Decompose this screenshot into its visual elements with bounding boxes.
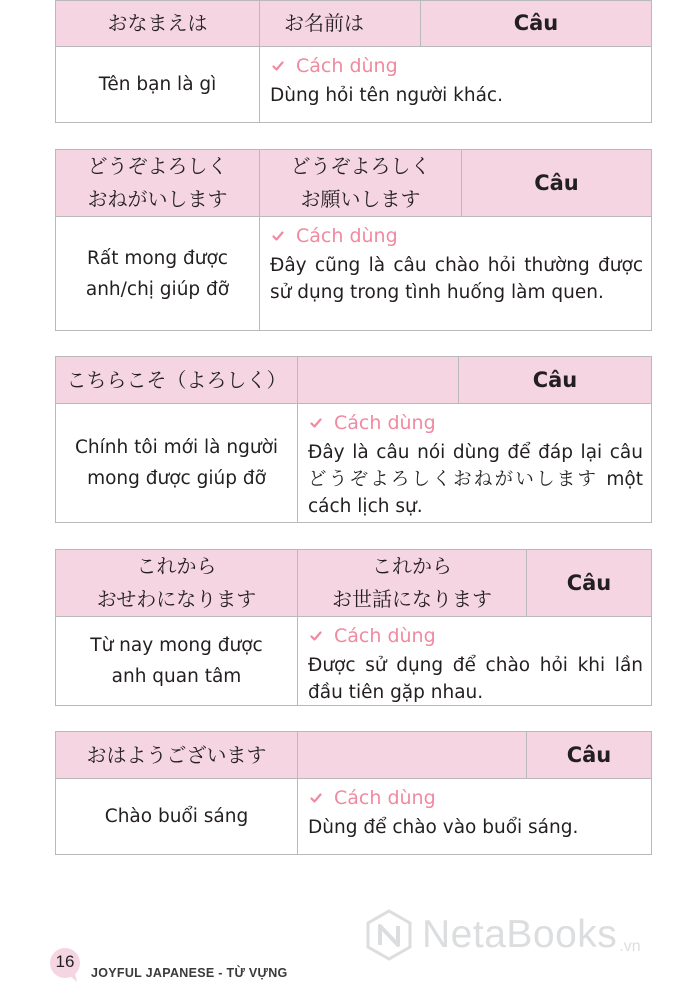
category-cell: Câu: [532, 367, 578, 392]
kanji-cell: これから お世話になります: [298, 550, 527, 616]
check-icon: [310, 417, 322, 429]
card-body: [56, 47, 651, 122]
vocab-card-5: [55, 731, 652, 855]
kana-cell: おはようございます: [56, 732, 298, 778]
kana-cell: どうぞよろしく おねがいします: [56, 150, 260, 216]
usage-label: Cách dùng: [270, 53, 643, 79]
kana-cell: こちらこそ（よろしく）: [56, 357, 298, 403]
vocab-card-1: [55, 0, 652, 123]
vocab-card-4: [55, 549, 652, 706]
usage-text: Đây cũng là câu chào hỏi thường được sử dụng trong tình huống làm quen.: [270, 255, 643, 303]
usage-text: Đây là câu nói dùng để đáp lại câuどうぞよろしくおねがいします một cách lịch sự.: [308, 442, 643, 517]
usage-cell: [260, 217, 651, 330]
card-body: [56, 779, 651, 854]
usage-cell: [298, 779, 651, 854]
usage-cell: [298, 404, 651, 522]
kanji-cell-empty: [298, 732, 527, 778]
card-header: [56, 550, 651, 617]
usage-label: Cách dùng: [308, 785, 643, 811]
card-body: [56, 404, 651, 522]
category-cell: Câu: [566, 742, 612, 767]
watermark-brand: NetaBooks: [422, 913, 618, 956]
usage-cell: [260, 47, 651, 122]
card-header: [56, 1, 651, 47]
kanji-cell: どうぞよろしく お願いします: [260, 150, 462, 216]
category-cell: Câu: [513, 11, 559, 35]
usage-label: Cách dùng: [308, 410, 643, 436]
category-cell: Câu: [534, 170, 579, 195]
card-header: [56, 150, 651, 217]
watermark: [362, 908, 641, 962]
card-body: [56, 617, 651, 705]
check-icon: [272, 60, 284, 72]
usage-cell: [298, 617, 651, 705]
meaning-cell: Chào buổi sáng: [56, 779, 298, 854]
kanji-cell-empty: [298, 357, 459, 403]
meaning-cell: Chính tôi mới là người mong được giúp đỡ: [56, 404, 298, 522]
kana-cell: これから おせわになります: [56, 550, 298, 616]
card-header: [56, 732, 651, 779]
check-icon: [310, 630, 322, 642]
vocab-card-3: [55, 356, 652, 523]
category-cell: Câu: [566, 570, 612, 595]
usage-label: Cách dùng: [308, 623, 643, 649]
usage-text: Được sử dụng để chào hỏi khi lần đầu tiên gặp nhau.: [308, 655, 643, 703]
watermark-suffix: .vn: [619, 938, 641, 955]
check-icon: [310, 792, 322, 804]
netabooks-logo-icon: [362, 908, 416, 962]
book-title: JOYFUL JAPANESE - TỪ VỰNG: [91, 966, 288, 980]
usage-text: Dùng để chào vào buổi sáng.: [308, 817, 579, 838]
meaning-cell: Tên bạn là gì: [56, 47, 260, 122]
usage-text: Dùng hỏi tên người khác.: [270, 85, 503, 106]
kana-cell: おなまえは: [56, 1, 260, 46]
meaning-cell: Từ nay mong được anh quan tâm: [56, 617, 298, 705]
card-body: [56, 217, 651, 330]
card-header: [56, 357, 651, 404]
check-icon: [272, 230, 284, 242]
page-number: 16: [55, 952, 75, 971]
vocab-card-2: [55, 149, 652, 331]
kanji-cell: お名前は: [260, 1, 421, 46]
usage-label: Cách dùng: [270, 223, 643, 249]
meaning-cell: Rất mong được anh/chị giúp đỡ: [56, 217, 260, 330]
